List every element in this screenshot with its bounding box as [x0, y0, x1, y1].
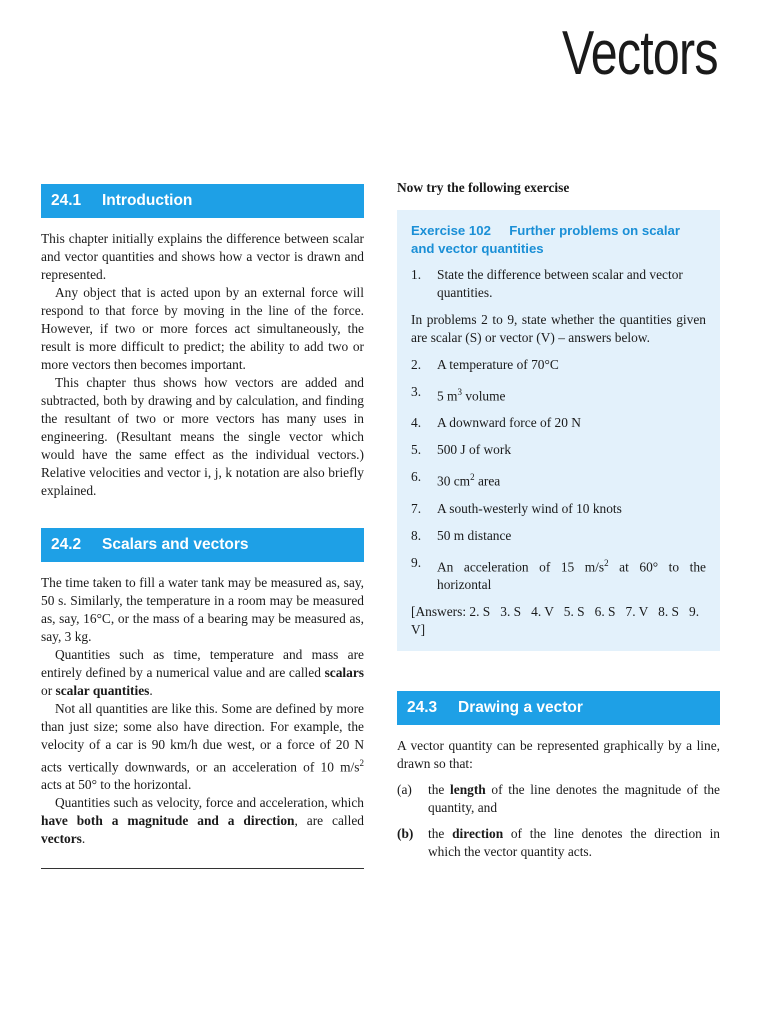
section-divider: [41, 868, 364, 869]
left-column: [41, 184, 364, 869]
scalars-paragraph-2: Quantities such as time, temperature and mass are entirely defined by a numerical value and are called scalars or scalar quantities.: [41, 647, 364, 698]
scalars-paragraph-4: Quantities such as velocity, force and acceleration, which have both a magnitude and a direction, are called vectors.: [41, 795, 365, 847]
exercise-item: 4. A downward force of 20 N: [411, 415, 581, 431]
chapter-title: Vectors: [562, 19, 718, 88]
exercise-item: 7. A south-westerly wind of 10 knots: [411, 500, 622, 516]
drawing-item-a: (a) the length of the line denotes the magnitude of the quantity, and: [397, 782, 720, 816]
exercise-item: 8. 50 m distance: [411, 527, 512, 543]
drawing-item-b: (b) the direction of the line denotes the direction in which the vector quantity acts.: [397, 826, 720, 860]
drawing-intro: A vector quantity can be represented graphically by a line, drawn so that:: [397, 738, 720, 772]
scalars-paragraph-1: The time taken to fill a water tank may be measured as, say, 50 s. Similarly, the temperature in a room may be measured as, say, 16°C, or the mass of a bearing may be measured as, say, 3 kg.: [41, 575, 364, 644]
exercise-answers: [Answers: 2. S 3. S 4. V 5. S 6. S 7. V 8. S 9. V]: [411, 604, 703, 638]
intro-paragraph-1: This chapter initially explains the difference between scalar and vector quantities and shows how a vector is drawn and represented.: [41, 231, 364, 282]
exercise-item: 9. An acceleration of 15 $m/s^2$ at 60° to the horizontal: [411, 554, 706, 593]
exercise-item: 1. State the difference between scalar and vector quantities.: [411, 267, 683, 300]
exercise-prompt: Now try the following exercise: [397, 180, 570, 195]
section-title: Scalars and vectors: [102, 536, 249, 553]
right-column: [397, 179, 720, 861]
intro-paragraph-2: Any object that is acted upon by an external force will respond to that force by moving in the line of the force. However, if two or more forces act simultaneously, the result is more difficult to predict; the ability to add two or more vectors then becomes important.: [41, 285, 364, 372]
section-number: 24.2: [51, 536, 82, 553]
section-heading-introduction: [41, 184, 364, 218]
exercise-box: [397, 210, 720, 651]
scalars-paragraph-3: Not all quantities are like this. Some are defined by more than just size; some also have direction. For example, the velocity of a car is 90 km/h due west, or a force of 20 N acts vertically downwards, or an acceleration of 10 $m/s^2$ acts at 50° to the horizontal.: [41, 701, 364, 793]
section-heading-scalars-vectors: [41, 528, 364, 562]
intro-paragraph-3: This chapter thus shows how vectors are added and subtracted, both by drawing and by calculation, and finding the resultant of two or more vectors has many uses in engineering. (Resultant means the single vector which would have the same effect as the individual vectors.) Relative velocities and vector i, j, k notation are also briefly explained.: [41, 375, 364, 498]
exercise-instruction: In problems 2 to 9, state whether the quantities given are scalar (S) or vector (V) – answers below.: [411, 312, 706, 345]
section-number: 24.1: [51, 192, 82, 209]
section-title: Introduction: [102, 192, 193, 209]
exercise-item: 2. A temperature of 70°C: [411, 357, 559, 372]
section-number: 24.3: [407, 699, 438, 717]
section-heading-drawing-vector: [397, 691, 720, 725]
exercise-item: 3. 5 $m^3$ volume: [411, 384, 506, 404]
section-title: Drawing a vector: [458, 699, 583, 717]
exercise-item: 6. 30 $cm^2$ area: [411, 469, 501, 489]
exercise-item: 5. 500 J of work: [411, 442, 512, 458]
exercise-title: Exercise 102 Further problems on scalar and vector quantities: [411, 223, 680, 256]
